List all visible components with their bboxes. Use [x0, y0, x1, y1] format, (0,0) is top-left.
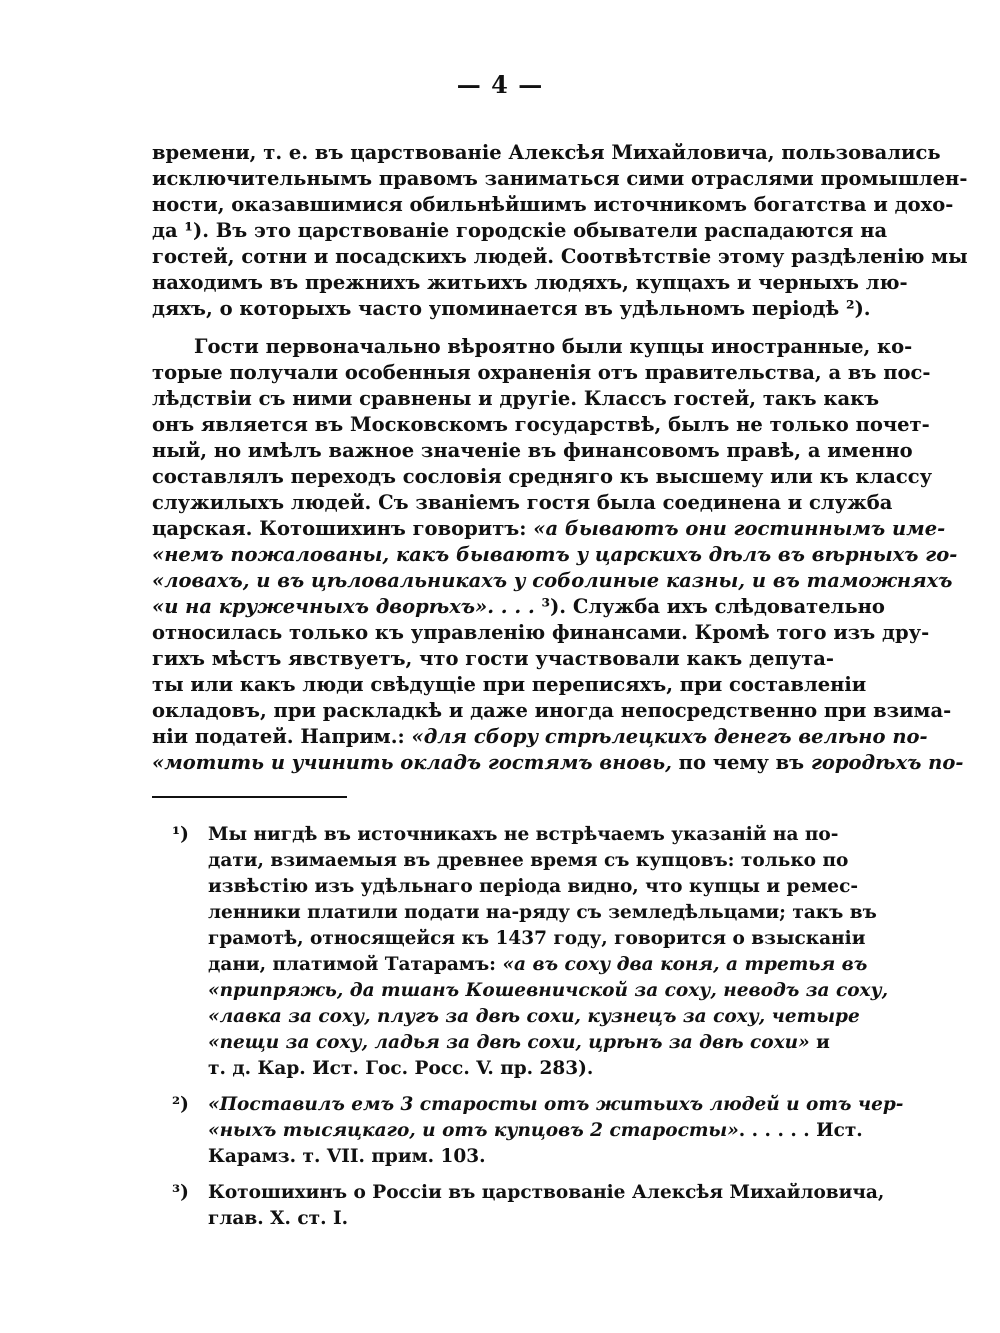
- text-line: [152, 568, 953, 594]
- text-line: ленники платили подати на-ряду съ земледѣльцами; такъ въ: [208, 902, 877, 923]
- text-line: [208, 1030, 830, 1056]
- quote-run: «немъ пожалованы, какъ бываютъ у царскихъ дѣлъ въ вѣрныхъ го-: [152, 543, 958, 566]
- main-text: [152, 140, 968, 776]
- text-line: да ¹). Въ это царствованіе городскіе обыватели распадаются на: [152, 219, 888, 242]
- text-run: дани, платимой Татарамъ:: [208, 954, 503, 975]
- text-line: ности, оказавшимися обильнѣйшимъ источникомъ богатства и дохо-: [152, 193, 954, 216]
- quote-run: «а бываютъ они гостиннымъ име-: [533, 517, 946, 540]
- text-line: времени, т. е. въ царствованіе Алексѣя Михайловича, пользовались: [152, 141, 941, 164]
- text-line: [152, 750, 964, 776]
- text-line: [208, 1092, 904, 1118]
- text-line: грамотѣ, относящейся къ 1437 году, говорится о взысканіи: [208, 928, 866, 949]
- quote-run: «ловахъ, и въ цѣловальникахъ у соболиные казны, и въ таможняхъ: [152, 569, 953, 592]
- text-line: служилыхъ людей. Съ званіемъ гостя была соединена и служба: [152, 491, 893, 514]
- text-line: извѣстію изъ удѣльнаго періода видно, что купцы и ремес-: [208, 876, 859, 897]
- text-line: глав. X. ст. I.: [208, 1208, 349, 1229]
- text-line: [152, 724, 928, 750]
- text-line: [152, 594, 885, 620]
- paragraph-2: [152, 334, 964, 776]
- text-run: ніи податей. Наприм.:: [152, 725, 412, 748]
- quote-run: «мотить и учинить окладъ гостямъ вновь,: [152, 751, 679, 774]
- text-line: [208, 1004, 860, 1030]
- quote-run: «а въ соху два коня, а третья въ: [502, 954, 868, 975]
- text-line: Мы нигдѣ въ источникахъ не встрѣчаемъ указаній на по-: [208, 824, 839, 845]
- text-line: лѣдствіи съ ними сравнены и другіе. Классъ гостей, такъ какъ: [152, 387, 880, 410]
- text-line: гостей, сотни и посадскихъ людей. Соотвѣтствіе этому раздѣленію мы: [152, 245, 968, 268]
- text-line: [208, 952, 868, 978]
- text-line: находимъ въ прежнихъ житьихъ людяхъ, купцахъ и черныхъ лю-: [152, 271, 908, 294]
- footnote-mark: ²): [172, 1094, 189, 1115]
- text-run: ³). Служба ихъ слѣдовательно: [541, 595, 885, 618]
- text-line: [208, 1118, 863, 1144]
- text-line: дати, взимаемыя въ древнее время съ купцовъ: только по: [208, 850, 849, 871]
- text-run: по чему въ: [678, 751, 811, 774]
- text-line: гихъ мѣстъ явствуетъ, что гости участвовали какъ депута-: [152, 647, 835, 670]
- quote-run: «и на кружечныхъ дворѣхъ». . . .: [152, 595, 542, 618]
- text-run: . . . . . . Ист.: [738, 1120, 863, 1141]
- footnote-2: [172, 1092, 904, 1170]
- quote-run: «пещи за соху, ладья за двѣ сохи, црѣнъ за двѣ сохи»: [208, 1032, 817, 1053]
- text-line: окладовъ, при раскладкѣ и даже иногда непосредственно при взима-: [152, 699, 952, 722]
- text-line: Котошихинъ о Россіи въ царствованіе Алексѣя Михайловича,: [208, 1182, 885, 1203]
- footnote-mark: ¹): [172, 824, 189, 845]
- quote-run: городѣхъ по-: [810, 751, 964, 774]
- quote-run: «Поставилъ емъ 3 старосты отъ житьихъ людей и отъ чер-: [208, 1094, 904, 1115]
- quote-run: «лавка за соху, плугъ за двѣ сохи, кузнецъ за соху, четыре: [208, 1006, 860, 1027]
- footnote-mark: ³): [172, 1182, 189, 1203]
- footnotes: [172, 822, 904, 1242]
- text-line: ты или какъ люди свѣдущіе при переписяхъ, при составленіи: [152, 673, 867, 696]
- text-line: онъ является въ Московскомъ государствѣ, былъ не только почет-: [152, 413, 930, 436]
- text-line: составлялъ переходъ сословія средняго къ высшему или къ классу: [152, 465, 933, 488]
- text-line: Гости первоначально вѣроятно были купцы иностранные, ко-: [194, 335, 913, 358]
- quote-run: «ныхъ тысяцкаго, и отъ купцовъ 2 старосты»: [208, 1120, 739, 1141]
- text-run: и: [816, 1032, 830, 1053]
- text-line: дяхъ, о которыхъ часто упоминается въ удѣльномъ періодѣ ²).: [152, 297, 871, 320]
- text-line: исключительнымъ правомъ заниматься сими отраслями промышлен-: [152, 167, 968, 190]
- text-line: торые получали особенныя охраненія отъ правительства, а въ пос-: [152, 361, 931, 384]
- text-line: т. д. Кар. Ист. Гос. Росс. V. пр. 283).: [208, 1058, 594, 1079]
- text-line: [152, 516, 946, 542]
- text-line: [208, 978, 889, 1004]
- paragraph-1: [152, 140, 968, 322]
- text-line: Карамз. т. VII. прим. 103.: [208, 1146, 486, 1167]
- text-line: [152, 542, 958, 568]
- text-line: относилась только къ управленію финансами. Кромѣ того изъ дру-: [152, 621, 930, 644]
- footnote-divider: [152, 796, 347, 798]
- quote-run: «припряжь, да тшанъ Кошевничской за соху, неводъ за соху,: [208, 980, 889, 1001]
- footnote-3: [172, 1180, 885, 1232]
- text-line: ный, но имѣлъ важное значеніе въ финансовомъ правѣ, а именно: [152, 439, 913, 462]
- text-run: царская. Котошихинъ говоритъ:: [152, 517, 534, 540]
- quote-run: «для сбору стрѣлецкихъ денегъ велѣно по-: [411, 725, 928, 748]
- footnote-1: [172, 822, 889, 1082]
- page-number: — 4 —: [456, 70, 544, 99]
